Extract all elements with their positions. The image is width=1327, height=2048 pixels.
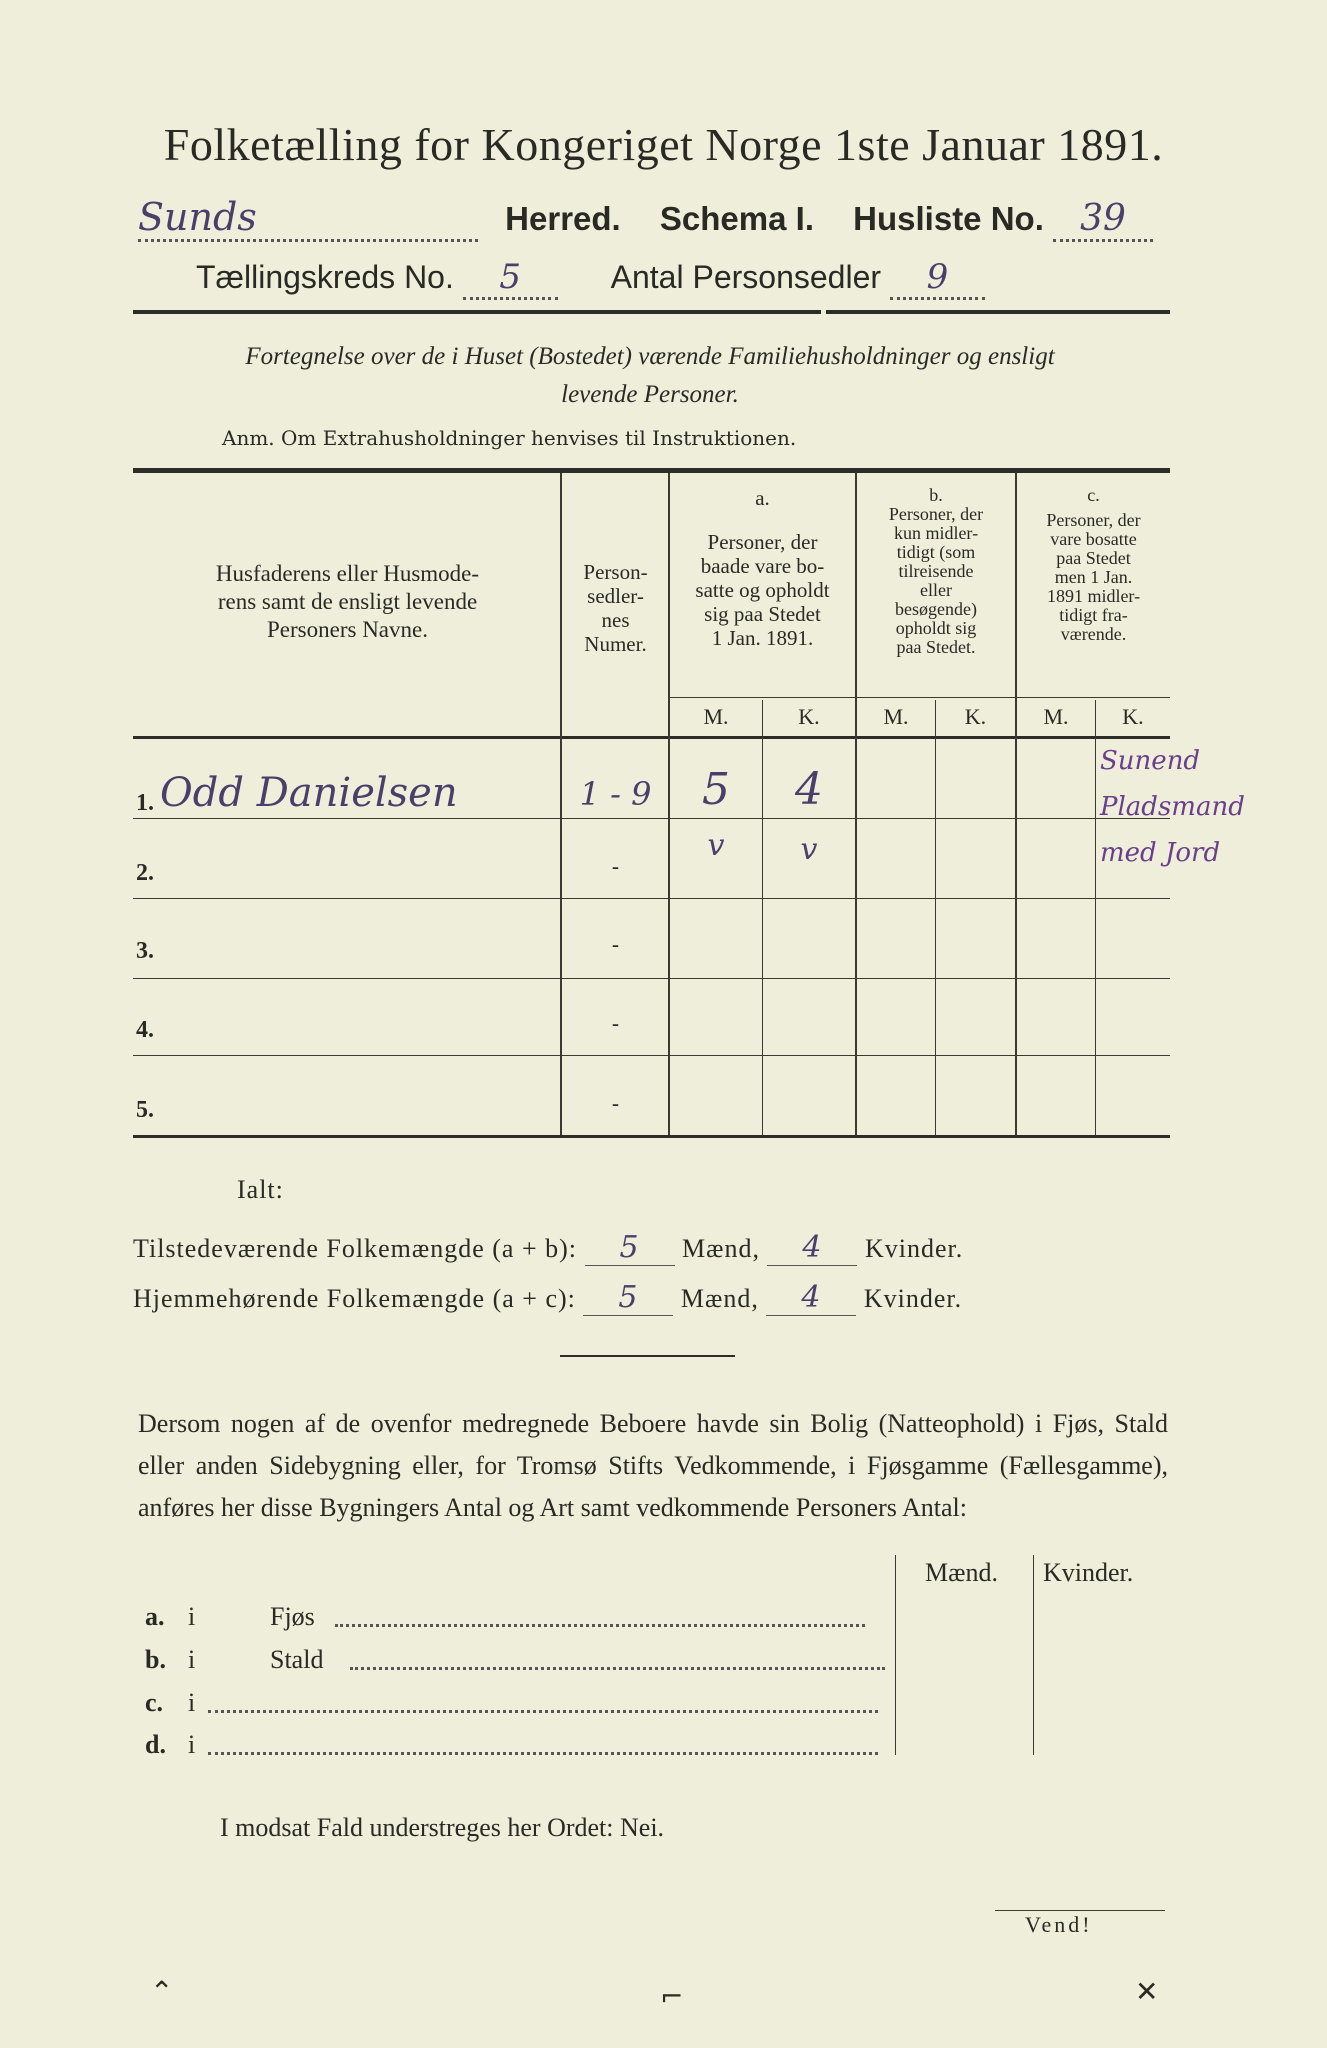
- header-rule-left: [133, 310, 821, 314]
- kreds-label: Tællingskreds No.: [196, 259, 454, 295]
- corner-mark-right-icon: ✕: [1135, 1975, 1159, 2008]
- row-1-persons: 1 - 9: [579, 775, 652, 813]
- hjemme-label: Hjemmehørende Folkemængde (a + c):: [133, 1284, 576, 1313]
- hjemme-kvinder-label: Kvinder.: [863, 1284, 963, 1313]
- col-name-header: Husfaderens eller Husmode- rens samt de ensligt levende Personers Navne.: [215, 561, 480, 642]
- building-b-letter: b.: [145, 1645, 166, 1674]
- building-d-dots: [208, 1752, 878, 1755]
- kreds-line: [196, 257, 985, 300]
- buildings-col-divider-1: [895, 1555, 896, 1755]
- row-3-number: 3.: [136, 938, 154, 964]
- building-a-prep: i: [188, 1602, 196, 1631]
- ialt-label: Ialt:: [237, 1175, 284, 1204]
- tilstede-maend-value: 5: [585, 1230, 675, 1266]
- c-m-label: M.: [1043, 704, 1069, 729]
- tilstede-maend-label: Mænd,: [682, 1234, 760, 1263]
- hjemme-line: [133, 1280, 962, 1316]
- description-line-1: Fortegnelse over de i Huset (Bostedet) værende Familiehusholdninger og ensligt: [245, 343, 1055, 370]
- header-rule-right: [826, 310, 1170, 314]
- annotation-note: Anm. Om Extrahusholdninger henvises til Instruktionen.: [222, 426, 797, 450]
- row-rule-1: [133, 818, 1170, 819]
- buildings-maend-header: Mænd.: [925, 1558, 998, 1587]
- section-divider: [560, 1355, 735, 1357]
- corner-mark-left-icon: ⌃: [150, 1975, 174, 2008]
- col-divider-b-mk: [935, 700, 936, 1135]
- husliste-label: Husliste No.: [853, 200, 1044, 237]
- personsedler-value: 9: [890, 257, 985, 300]
- col-b-header: b. Personer, der kun midler- tidigt (som tilreisende eller besøgende) opholdt sig paa Stedet.: [888, 485, 984, 657]
- a-k-label: K.: [798, 704, 820, 729]
- corner-mark-center-icon: ⌐: [660, 1980, 684, 2013]
- kreds-value: 5: [463, 257, 558, 300]
- row-1-note: Sunend Pladsmand med Jord: [1100, 746, 1245, 868]
- vend-rule: [995, 1910, 1165, 1911]
- personsedler-label: Antal Personsedler: [610, 259, 882, 295]
- vend-label: Vend!: [1025, 1912, 1093, 1937]
- mk-top-rule: [668, 697, 1170, 698]
- col-divider-1: [560, 473, 562, 1135]
- building-c-dots: [208, 1710, 878, 1713]
- row-3-persons: -: [611, 933, 620, 958]
- col-a-header: a. Personer, der baade vare bo- satte og opholdt sig paa Stedet 1 Jan. 1891.: [695, 486, 830, 650]
- building-a-letter: a.: [145, 1602, 165, 1631]
- col-divider-c-mk: [1095, 700, 1096, 1135]
- nei-instruction: I modsat Fald understreges her Ordet: Nei.: [220, 1813, 665, 1842]
- b-k-label: K.: [964, 704, 987, 729]
- row-2-persons: -: [611, 855, 620, 880]
- row-2-number: 2.: [136, 860, 154, 886]
- tilstede-label: Tilstedeværende Folkemængde (a + b):: [133, 1234, 577, 1263]
- row-2-a-m-check: v: [707, 828, 725, 863]
- hjemme-maend-label: Mænd,: [680, 1284, 759, 1313]
- row-5-number: 5.: [136, 1097, 154, 1123]
- buildings-kvinder-header: Kvinder.: [1043, 1558, 1134, 1587]
- hjemme-maend-value: 5: [583, 1280, 673, 1316]
- building-d-prep: i: [188, 1730, 196, 1759]
- tilstede-kvinder-label: Kvinder.: [864, 1234, 964, 1263]
- row-2-a-k-check: v: [800, 832, 818, 867]
- building-c-prep: i: [188, 1688, 196, 1717]
- building-a-label: Fjøs: [270, 1602, 315, 1631]
- buildings-col-divider-2: [1033, 1555, 1034, 1755]
- col-num-header: Person- sedler- nes Numer.: [583, 560, 648, 656]
- schema-label: Schema I.: [659, 200, 814, 237]
- building-b-dots: [350, 1667, 885, 1670]
- tilstede-line: [133, 1230, 963, 1266]
- row-1-a-k: 4: [795, 764, 823, 815]
- row-1-name: Odd Danielsen: [160, 770, 458, 816]
- row-rule-2: [133, 898, 1170, 899]
- herred-label: Herred.: [505, 200, 621, 237]
- building-a-dots: [335, 1624, 865, 1627]
- buildings-paragraph: Dersom nogen af de ovenfor medregnede Beboere havde sin Bolig (Natteophold) i Fjøs, Stald eller anden Sidebygning eller, for Tromsø Stifts Vedkommende, i Fjøsgamme (Fællesgamme), anføres her disse Bygningers Antal og Art samt vedkommende Personers Antal:: [138, 1409, 1168, 1522]
- row-rule-3: [133, 978, 1170, 979]
- row-rule-4: [133, 1055, 1170, 1056]
- a-m-label: M.: [703, 704, 729, 729]
- table-bottom-rule: [133, 1135, 1170, 1138]
- row-5-persons: -: [611, 1092, 620, 1117]
- form-description: [130, 338, 1170, 414]
- form-title: Folketælling for Kongeriget Norge 1ste Januar 1891.: [163, 119, 1164, 170]
- building-b-label: Stald: [270, 1645, 324, 1674]
- b-m-label: M.: [883, 704, 909, 729]
- row-4-number: 4.: [136, 1017, 154, 1043]
- c-k-label: K.: [1122, 704, 1144, 729]
- herred-line: [138, 195, 1153, 242]
- building-d-letter: d.: [145, 1730, 166, 1759]
- row-1-a-m: 5: [702, 764, 730, 815]
- row-1-number: 1.: [136, 790, 154, 816]
- building-c-letter: c.: [145, 1688, 164, 1717]
- description-line-2: levende Personer.: [561, 381, 739, 408]
- building-b-prep: i: [188, 1645, 196, 1674]
- hjemme-kvinder-value: 4: [766, 1280, 856, 1316]
- tilstede-kvinder-value: 4: [767, 1230, 857, 1266]
- herred-value: Sunds: [138, 195, 478, 242]
- husliste-value: 39: [1053, 198, 1153, 242]
- row-4-persons: -: [611, 1012, 620, 1037]
- col-c-header: c. Personer, der vare bosatte paa Stedet men 1 Jan. 1891 midler- tidigt fra- værende.: [1046, 485, 1141, 644]
